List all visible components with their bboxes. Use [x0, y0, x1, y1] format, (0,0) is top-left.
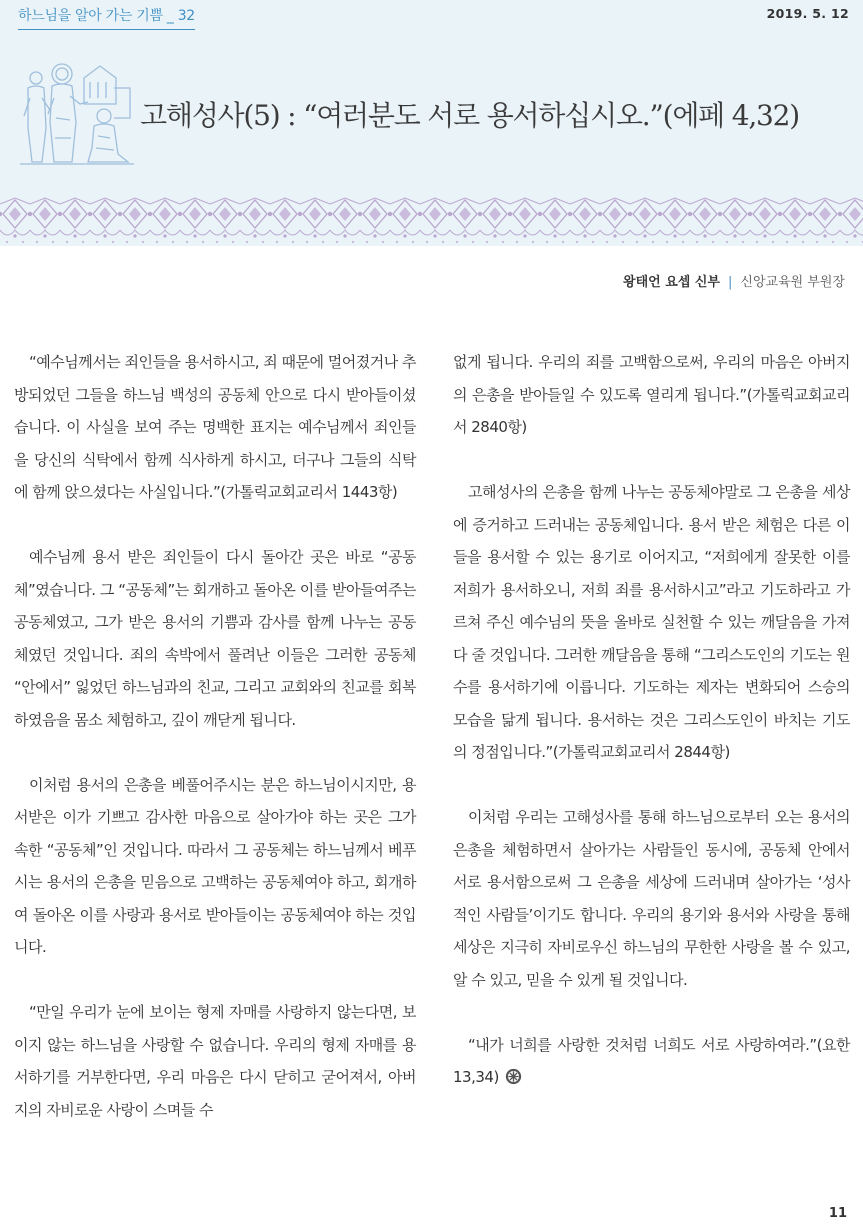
body-column-right [453, 346, 850, 1126]
body-paragraph-continued: 없게 됩니다. 우리의 죄를 고백함으로써, 우리의 마음은 아버지의 은총을 받아들일 수 있도록 열리게 됩니다.”(가톨릭교회교리서 2840항) [453, 353, 850, 436]
saints-illustration [18, 58, 136, 170]
byline [623, 271, 845, 290]
author-name: 왕태언 요셉 신부 [623, 275, 720, 290]
body-paragraph: 이처럼 용서의 은총을 베풀어주시는 분은 하느님이시지만, 용서받은 이가 기쁘고 감사한 마음으로 살아가야 하는 곳은 그가 속한 “공동체”인 것입니다. 따라서 그 공동체는 하느님께서 베푸시는 용서의 은총을 믿음으로 고백하는 공동체여야 하고, 회개하여 돌아온 이를 사랑과 용서로 받아들이는 공동체여야 하는 것입니다. [14, 775, 416, 956]
closing-quote: “내가 너희를 사랑한 것처럼 너희도 서로 사랑하여라.”(요한 13,34) [453, 1035, 850, 1086]
body-paragraph: 고해성사의 은총을 함께 나누는 공동체야말로 그 은총을 세상에 증거하고 드러내는 공동체입니다. 용서 받은 체험은 다른 이들을 용서할 수 있는 용기로 이어지고, “저희에게 잘못한 이를 저희가 용서하오니, 저희 죄를 용서하시고”라고 기도하라고 가르쳐 주신 예수님의 뜻을 올바로 실천할 수 있는 깨달음을 가져다 줄 것입니다. 그러한 깨달음을 통해 “그리스도인의 기도는 원수를 용서하기에 이릅니다. 기도하는 제자는 변화되어 스승의 모습을 닮게 됩니다. 용서하는 것은 그리스도인이 바치는 기도의 정점입니다.”(가톨릭교회교리서 2844항) [453, 483, 850, 761]
body-paragraph: 예수님께 용서 받은 죄인들이 다시 돌아간 곳은 바로 “공동체”였습니다. 그 “공동체”는 회개하고 돌아온 이를 받아들여주는 공동체였고, 그가 받은 용서의 기쁨과 감사를 함께 나누는 공동체였던 것입니다. 죄의 속박에서 풀려난 이들은 그러한 공동체 “안에서” 잃었던 하느님과의 친교, 그리고 교회와의 친교를 회복하였음을 몸소 체험하고, 깊이 깨닫게 됩니다. [14, 548, 416, 729]
body-paragraph: 이처럼 우리는 고해성사를 통해 하느님으로부터 오는 용서의 은총을 체험하면서 살아가는 사람들인 동시에, 공동체 안에서 서로 용서함으로써 그 은총을 세상에 드러내며 살아가는 ‘성사적인 사람들’이기도 합니다. 우리의 용기와 용서와 사랑을 통해 세상은 지극히 자비로우신 하느님의 무한한 사랑을 볼 수 있고, 알 수 있고, 믿을 수 있게 될 것입니다. [453, 808, 850, 989]
page-number: 11 [828, 1206, 847, 1221]
author-position: 신앙교육원 부원장 [740, 275, 845, 290]
cross-rosette-icon [505, 1068, 522, 1085]
article-title: 고해성사(5) : “여러분도 서로 용서하십시오.”(에페 4,32) [140, 99, 799, 132]
closing-quote-paragraph [453, 1029, 850, 1094]
byline-separator: | [728, 275, 733, 290]
body-paragraph: “만일 우리가 눈에 보이는 형제 자매를 사랑하지 않는다면, 보이지 않는 하느님을 사랑할 수 없습니다. 우리의 형제 자매를 용서하기를 거부한다면, 우리 마음은 다시 닫히고 굳어져서, 아버지의 자비로운 사랑이 스며들 수 [14, 1003, 416, 1119]
series-label: 하느님을 알아 가는 기쁨 _ 32 [18, 5, 195, 30]
body-column-left [14, 346, 416, 1159]
lace-ornament-border [0, 196, 863, 246]
issue-date: 2019. 5. 12 [766, 6, 849, 21]
body-paragraph: “예수님께서는 죄인들을 용서하시고, 죄 때문에 멀어졌거나 추방되었던 그들을 하느님 백성의 공동체 안으로 다시 받아들이셨습니다. 이 사실을 보여 주는 명백한 표지는 예수님께서 죄인들을 당신의 식탁에서 함께 식사하게 하시고, 더구나 그들의 식탁에 함께 앉으셨다는 사실입니다.”(가톨릭교회교리서 1443항) [14, 353, 416, 501]
